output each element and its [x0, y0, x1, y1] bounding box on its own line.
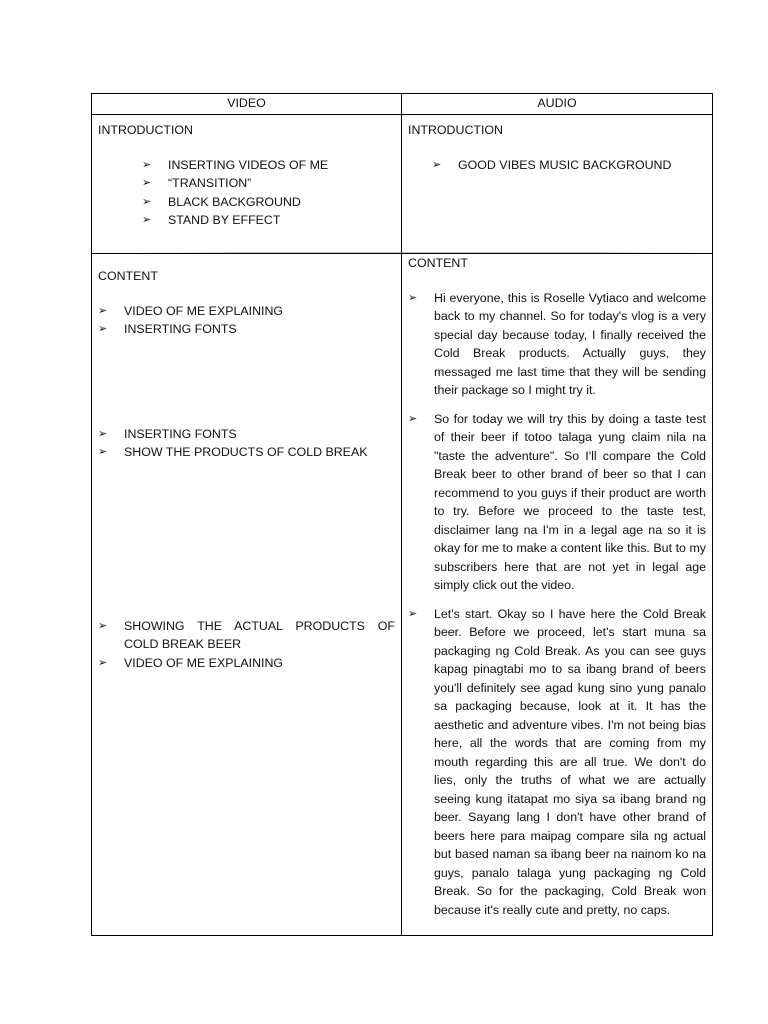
video-content-cell [92, 254, 402, 936]
arrow-bullet-icon: ➢ [408, 291, 418, 304]
list-item: ➢ VIDEO OF ME EXPLAINING [98, 302, 395, 321]
arrow-bullet-icon: ➢ [98, 427, 108, 440]
list-item: ➢ Let's start. Okay so I have here the Cold Break beer. Before we proceed, let's start muna sa packaging ng Cold Break. As you can see guys kapag pinagtabi mo to sa ibang brand of beers you'll definitely see agad kung sino yung panalo sa packaging because, look at it. It has the aesthetic and adventure vibes. I'm not being bias here, all the words that are coming from my mouth regarding this are all true. We don't do lies, only the truths of what we are actually seeing kung itatapat mo siya sa ibang brand ng beer. Sayang lang I don't have other brand of beers here para maipag compare sila ng actual but based naman sa ibang beer na nainom ko na guys, panalo talaga yung packaging ng Cold Break. So for the packaging, Cold Break won because it's really cute and pretty, no caps. [408, 606, 706, 917]
list-item: ➢ GOOD VIBES MUSIC BACKGROUND [432, 156, 706, 175]
audio-intro-list [432, 156, 706, 175]
audio-content-title: CONTENT [408, 256, 468, 270]
list-item: ➢ INSERTING FONTS [98, 425, 395, 444]
arrow-bullet-icon: ➢ [142, 177, 152, 189]
video-intro-list [142, 156, 395, 230]
audio-content-list [408, 289, 706, 920]
list-item: ➢ SHOWING THE ACTUAL PRODUCTS OF COLD BREAK BEER [98, 618, 395, 651]
list-item: ➢ Hi everyone, this is Roselle Vytiaco and welcome back to my channel. So for today's vlog is a very special day because today, I finally received the Cold Break products. Actually guys, they messaged me last time that they will be sending their package so I might try it. [408, 290, 706, 397]
arrow-bullet-icon: ➢ [98, 656, 108, 669]
audio-intro-title: INTRODUCTION [408, 123, 503, 137]
header-row [92, 94, 713, 115]
video-column-header: VIDEO [92, 94, 402, 115]
video-content-title: CONTENT [98, 269, 158, 283]
list-item: ➢ So for today we will try this by doing a taste test of their beer if totoo talaga yung claim nila na "taste the adventure". So I'll compare the Cold Break beer to other brand of beer so that I can recommend to you guys if their product are worth to try. Before we proceed to the taste test, disclaimer lang na I'm in a legal age na so it is okay for me to make a content like this. But to my subscribers here that are not yet in legal age simply click out the video. [408, 411, 706, 592]
list-item: ➢ INSERTING FONTS [98, 320, 395, 339]
list-item: ➢ STAND BY EFFECT [142, 211, 395, 230]
arrow-bullet-icon: ➢ [432, 158, 442, 171]
list-item: ➢ SHOW THE PRODUCTS OF COLD BREAK [98, 443, 395, 462]
video-content-list-1 [98, 302, 395, 339]
audio-column-header: AUDIO [402, 94, 713, 115]
arrow-bullet-icon: ➢ [98, 619, 108, 632]
list-item: ➢ INSERTING VIDEOS OF ME [142, 156, 395, 175]
arrow-bullet-icon: ➢ [98, 446, 108, 458]
list-item: ➢ BLACK BACKGROUND [142, 193, 395, 212]
script-table [91, 93, 713, 936]
arrow-bullet-icon: ➢ [142, 158, 152, 171]
video-intro-cell [92, 115, 402, 254]
content-row [92, 254, 713, 936]
list-item: ➢ VIDEO OF ME EXPLAINING [98, 654, 395, 673]
video-content-list-3 [98, 617, 395, 673]
video-intro-title: INTRODUCTION [98, 123, 193, 137]
audio-intro-cell [402, 115, 713, 254]
arrow-bullet-icon: ➢ [98, 323, 108, 335]
introduction-row [92, 115, 713, 254]
arrow-bullet-icon: ➢ [408, 412, 418, 425]
arrow-bullet-icon: ➢ [142, 214, 152, 226]
list-item: ➢ “TRANSITION” [142, 174, 395, 193]
video-content-list-2 [98, 425, 395, 462]
arrow-bullet-icon: ➢ [408, 607, 418, 620]
arrow-bullet-icon: ➢ [142, 195, 152, 208]
audio-content-cell [402, 254, 713, 936]
arrow-bullet-icon: ➢ [98, 304, 108, 317]
